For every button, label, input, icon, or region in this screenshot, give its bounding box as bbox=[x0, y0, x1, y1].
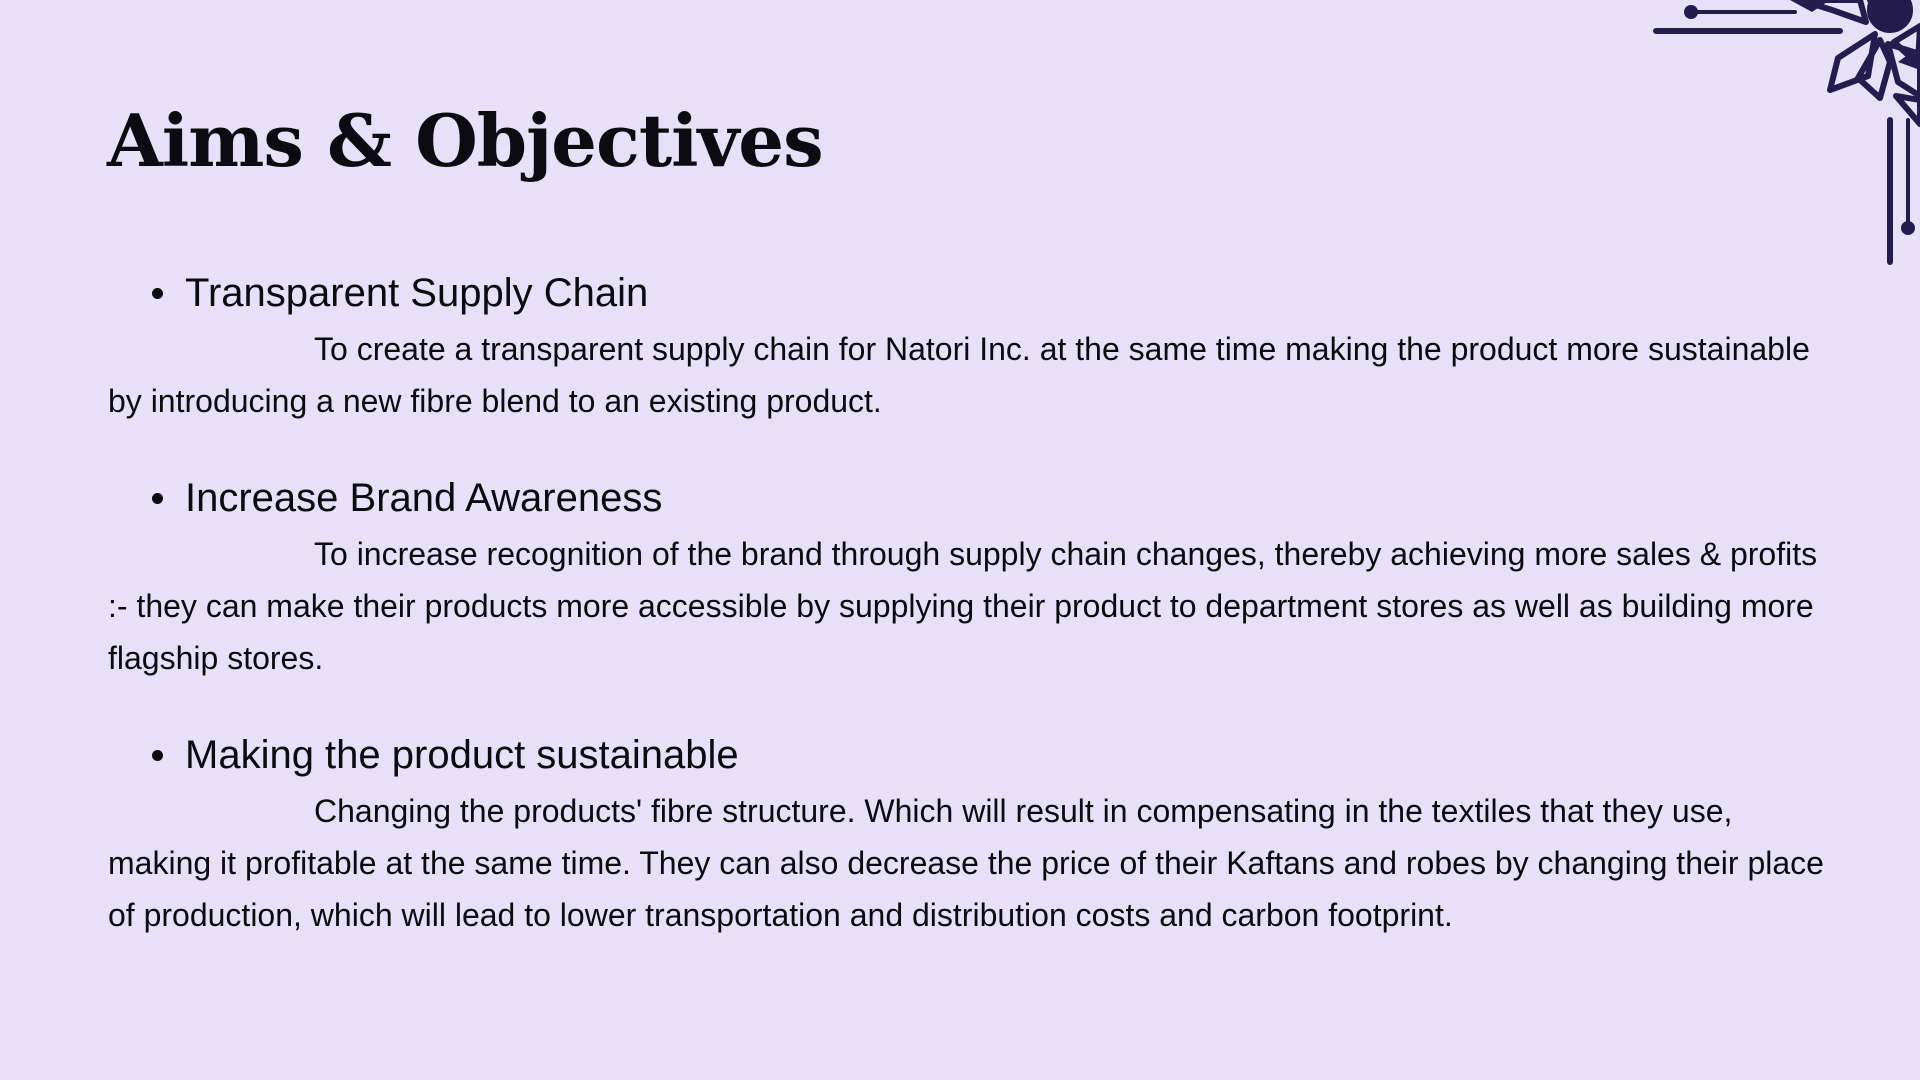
objective-section bbox=[108, 468, 1828, 684]
objective-description: To increase recognition of the brand through supply chain changes, thereby achieving more sales & profits :- they can make their products more accessible by supplying their product to department stores as well as building more flagship stores. bbox=[108, 536, 1818, 676]
objective-heading: Making the product sustainable bbox=[185, 733, 739, 777]
objective-section bbox=[108, 725, 1828, 941]
bullet-dot-icon bbox=[152, 493, 163, 504]
objective-description: To create a transparent supply chain for Natori Inc. at the same time making the product more sustainable by introducing a new fibre blend to an existing product. bbox=[108, 331, 1810, 419]
objective-description: Changing the products' fibre structure. Which will result in compensating in the textiles that they use, making it profitable at the same time. They can also decrease the price of their Kaftans and robes by changing their place of production, which will lead to lower transportation and distribution costs and carbon footprint. bbox=[108, 793, 1824, 933]
bullet-dot-icon bbox=[152, 288, 163, 299]
bullet-dot-icon bbox=[152, 750, 163, 761]
objective-heading-row bbox=[108, 468, 1828, 528]
corner-sunburst-ornament-icon bbox=[1650, 0, 1920, 270]
objective-heading: Increase Brand Awareness bbox=[185, 476, 663, 520]
slide-title: Aims & Objectives bbox=[107, 98, 823, 183]
objective-heading: Transparent Supply Chain bbox=[185, 271, 649, 315]
objective-heading-row bbox=[108, 725, 1828, 785]
objective-section bbox=[108, 263, 1828, 427]
objectives-list bbox=[108, 263, 1828, 982]
objective-heading-row bbox=[108, 263, 1828, 323]
